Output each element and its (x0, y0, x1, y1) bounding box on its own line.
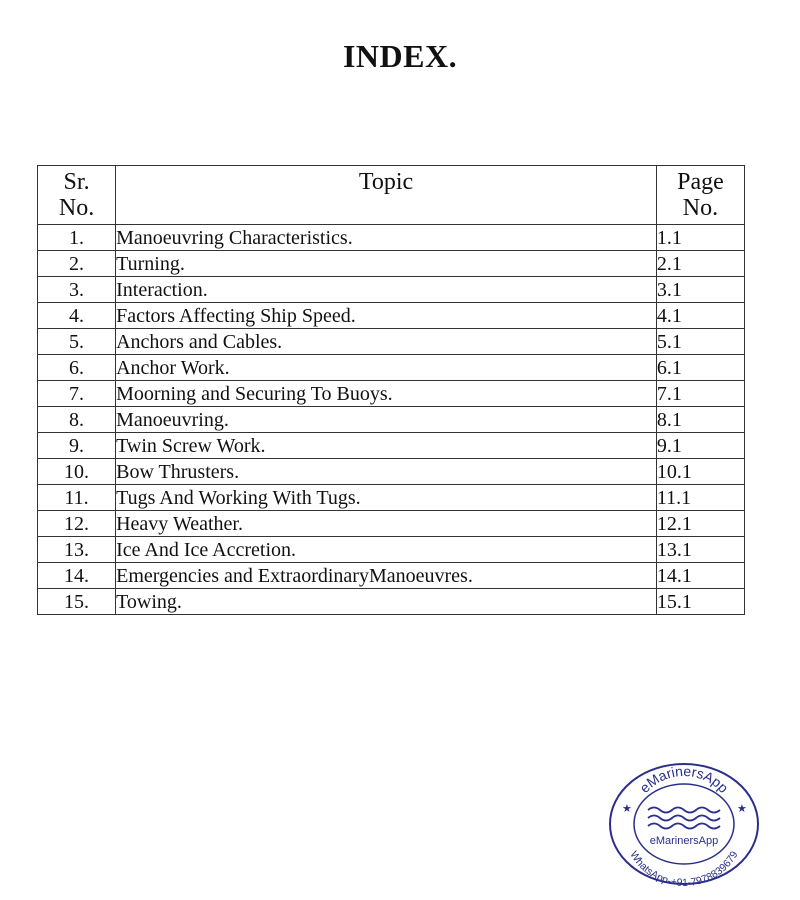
header-page-line2: No. (682, 195, 719, 222)
row-sr-no: 13. (38, 537, 116, 563)
header-sr-line2: No. (58, 195, 95, 222)
row-topic: Tugs And Working With Tugs. (116, 485, 657, 511)
table-row (38, 563, 745, 589)
table-row (38, 251, 745, 277)
row-topic: Manoeuvring. (116, 407, 657, 433)
star-icon: ★ (622, 803, 632, 815)
row-topic: Anchors and Cables. (116, 329, 657, 355)
row-sr-no: 3. (38, 277, 116, 303)
row-sr-no: 12. (38, 511, 116, 537)
row-topic: Manoeuvring Characteristics. (116, 225, 657, 251)
row-page-no: 11.1 (656, 485, 744, 511)
header-sr-no (38, 166, 116, 225)
table-row (38, 381, 745, 407)
row-topic: Heavy Weather. (116, 511, 657, 537)
row-page-no: 14.1 (656, 563, 744, 589)
row-topic: Towing. (116, 589, 657, 615)
row-page-no: 10.1 (656, 459, 744, 485)
row-topic: Bow Thrusters. (116, 459, 657, 485)
row-topic: Ice And Ice Accretion. (116, 537, 657, 563)
row-page-no: 3.1 (656, 277, 744, 303)
row-page-no: 7.1 (656, 381, 744, 407)
row-topic: Anchor Work. (116, 355, 657, 381)
table-header-row (38, 166, 745, 225)
table-row (38, 407, 745, 433)
table-row (38, 511, 745, 537)
header-sr-line1: Sr. (63, 169, 90, 195)
table-row (38, 537, 745, 563)
star-icon: ★ (737, 803, 747, 815)
table-row (38, 459, 745, 485)
table-row (38, 277, 745, 303)
header-page-line1: Page (677, 169, 724, 195)
row-sr-no: 14. (38, 563, 116, 589)
table-row (38, 355, 745, 381)
table-row (38, 589, 745, 615)
row-sr-no: 10. (38, 459, 116, 485)
row-page-no: 9.1 (656, 433, 744, 459)
header-topic: Topic (116, 166, 657, 225)
row-sr-no: 7. (38, 381, 116, 407)
row-page-no: 13.1 (656, 537, 744, 563)
row-page-no: 1.1 (656, 225, 744, 251)
row-page-no: 8.1 (656, 407, 744, 433)
row-sr-no: 1. (38, 225, 116, 251)
row-topic: Moorning and Securing To Buoys. (116, 381, 657, 407)
row-page-no: 15.1 (656, 589, 744, 615)
row-sr-no: 9. (38, 433, 116, 459)
index-body (38, 225, 745, 615)
stamp-center-text: eMarinersApp (649, 835, 719, 847)
emarinersapp-stamp (604, 758, 764, 888)
row-topic: Emergencies and ExtraordinaryManoeuvres. (116, 563, 657, 589)
table-row (38, 329, 745, 355)
row-sr-no: 15. (38, 589, 116, 615)
row-page-no: 2.1 (656, 251, 744, 277)
table-row (38, 485, 745, 511)
row-sr-no: 11. (38, 485, 116, 511)
stamp-bottom-text: WhatsApp-+91-7978839679 (627, 849, 741, 888)
index-table (37, 165, 745, 615)
row-topic: Twin Screw Work. (116, 433, 657, 459)
row-topic: Factors Affecting Ship Speed. (116, 303, 657, 329)
header-page-no (656, 166, 744, 225)
table-row (38, 303, 745, 329)
row-page-no: 4.1 (656, 303, 744, 329)
row-topic: Turning. (116, 251, 657, 277)
row-page-no: 12.1 (656, 511, 744, 537)
table-row (38, 433, 745, 459)
row-topic: Interaction. (116, 277, 657, 303)
row-sr-no: 5. (38, 329, 116, 355)
row-page-no: 5.1 (656, 329, 744, 355)
stamp-seal (610, 764, 758, 884)
row-sr-no: 2. (38, 251, 116, 277)
page-title: INDEX. (342, 38, 458, 74)
row-sr-no: 8. (38, 407, 116, 433)
row-sr-no: 4. (38, 303, 116, 329)
stamp-top-text: eMarinersApp (636, 762, 732, 796)
table-row (38, 225, 745, 251)
row-page-no: 6.1 (656, 355, 744, 381)
row-sr-no: 6. (38, 355, 116, 381)
